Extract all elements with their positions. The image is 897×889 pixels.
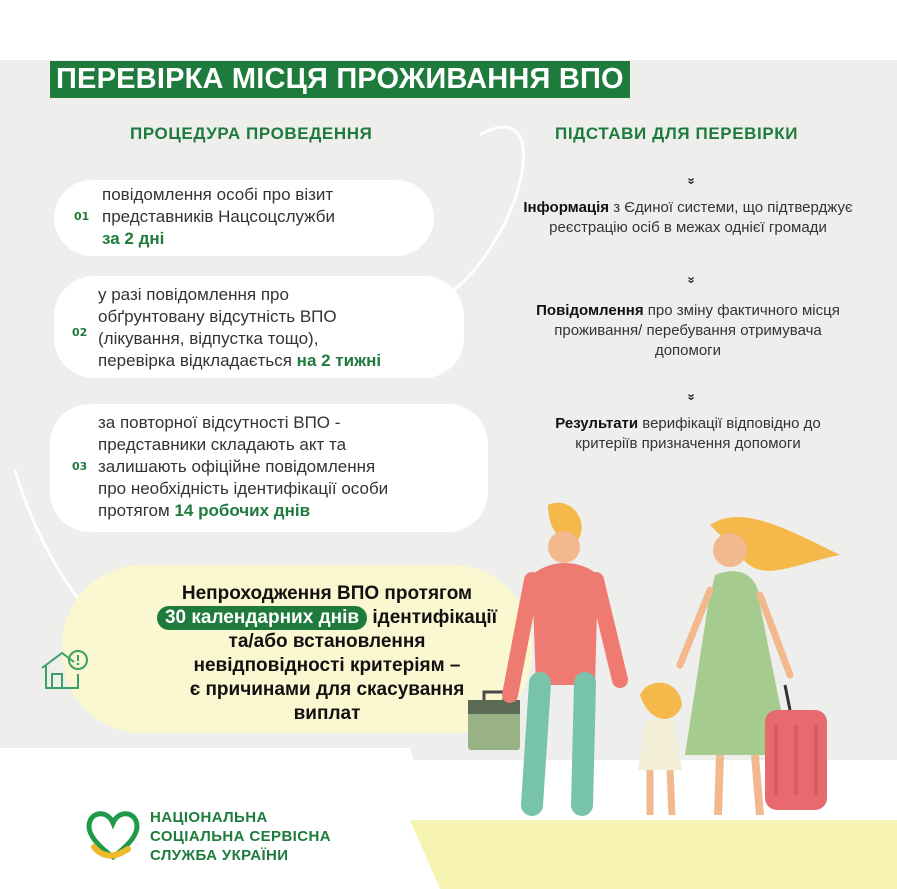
chevron-down-icon: »	[684, 276, 700, 284]
step-highlight: на 2 тижні	[296, 351, 382, 370]
procedure-step-2	[54, 276, 464, 378]
house-alert-icon	[38, 648, 90, 692]
step-line: перевірка відкладається	[98, 351, 297, 370]
ground-item-2	[523, 301, 853, 361]
org-line: СЛУЖБА УКРАЇНИ	[150, 847, 289, 864]
procedure-step-3	[50, 404, 488, 532]
step-number: 02	[72, 326, 88, 339]
organization-name	[150, 808, 331, 865]
ground-bold: Результати	[555, 415, 639, 432]
ground-bold: Повідомлення	[536, 302, 644, 319]
ground-text: про зміну фактичного місця проживання/ перебування отримувача допомоги	[554, 302, 840, 359]
ground-text: з Єдиної системи, що підтверджує реєстрацію осіб в межах однієї громади	[549, 199, 853, 236]
grounds-heading: ПІДСТАВИ ДЛЯ ПЕРЕВІРКИ	[555, 124, 799, 143]
ground-bold: Інформація	[523, 199, 610, 216]
step-line: (лікування, відпустка тощо),	[98, 329, 319, 348]
step-line: протягом	[98, 501, 175, 520]
warning-line: Непроходження ВПО протягом	[181, 583, 473, 604]
step-line: про необхідність ідентифікації особи	[98, 479, 389, 498]
warning-line: є причинами для скасування	[189, 679, 465, 700]
family-illustration	[460, 495, 880, 825]
warning-line: невідповідності критеріям –	[193, 655, 461, 676]
step-line: обґрунтовану відсутність ВПО	[98, 307, 337, 326]
org-line: НАЦІОНАЛЬНА	[150, 809, 268, 826]
warning-line: виплат	[293, 703, 361, 724]
heart-hands-logo	[84, 807, 142, 863]
step-line: у разі повідомлення про	[98, 285, 289, 304]
step-line: представників Нацсоцслужби	[102, 207, 335, 226]
step-line: представники складають акт та	[98, 435, 347, 454]
step-text	[98, 284, 381, 372]
warning-line: ідентифікації	[367, 607, 498, 628]
procedure-step-1	[54, 180, 434, 256]
chevron-down-icon: »	[684, 393, 700, 401]
ground-item-3	[523, 414, 853, 454]
ground-text: верифікації відповідно до критеріїв призначення допомоги	[575, 415, 821, 452]
org-line: СОЦІАЛЬНА СЕРВІСНА	[150, 828, 331, 845]
step-highlight: 14 робочих днів	[174, 501, 311, 520]
step-line: повідомлення особі про візит	[102, 185, 334, 204]
procedure-heading: ПРОЦЕДУРА ПРОВЕДЕННЯ	[130, 124, 373, 143]
step-line: залишають офіційне повідомлення	[98, 457, 376, 476]
ground-item-1	[523, 198, 853, 238]
step-number: 03	[72, 460, 88, 473]
step-line: за повторної відсутності ВПО -	[98, 413, 341, 432]
step-highlight: за 2 дні	[102, 229, 165, 248]
step-text	[102, 184, 335, 250]
chevron-down-icon: »	[684, 177, 700, 185]
warning-line: та/або встановлення	[228, 631, 426, 652]
page-title: ПЕРЕВІРКА МІСЦЯ ПРОЖИВАННЯ ВПО	[50, 61, 630, 98]
warning-pill: 30 календарних днів	[157, 606, 367, 630]
step-text	[98, 412, 388, 522]
step-number: 01	[74, 210, 90, 223]
